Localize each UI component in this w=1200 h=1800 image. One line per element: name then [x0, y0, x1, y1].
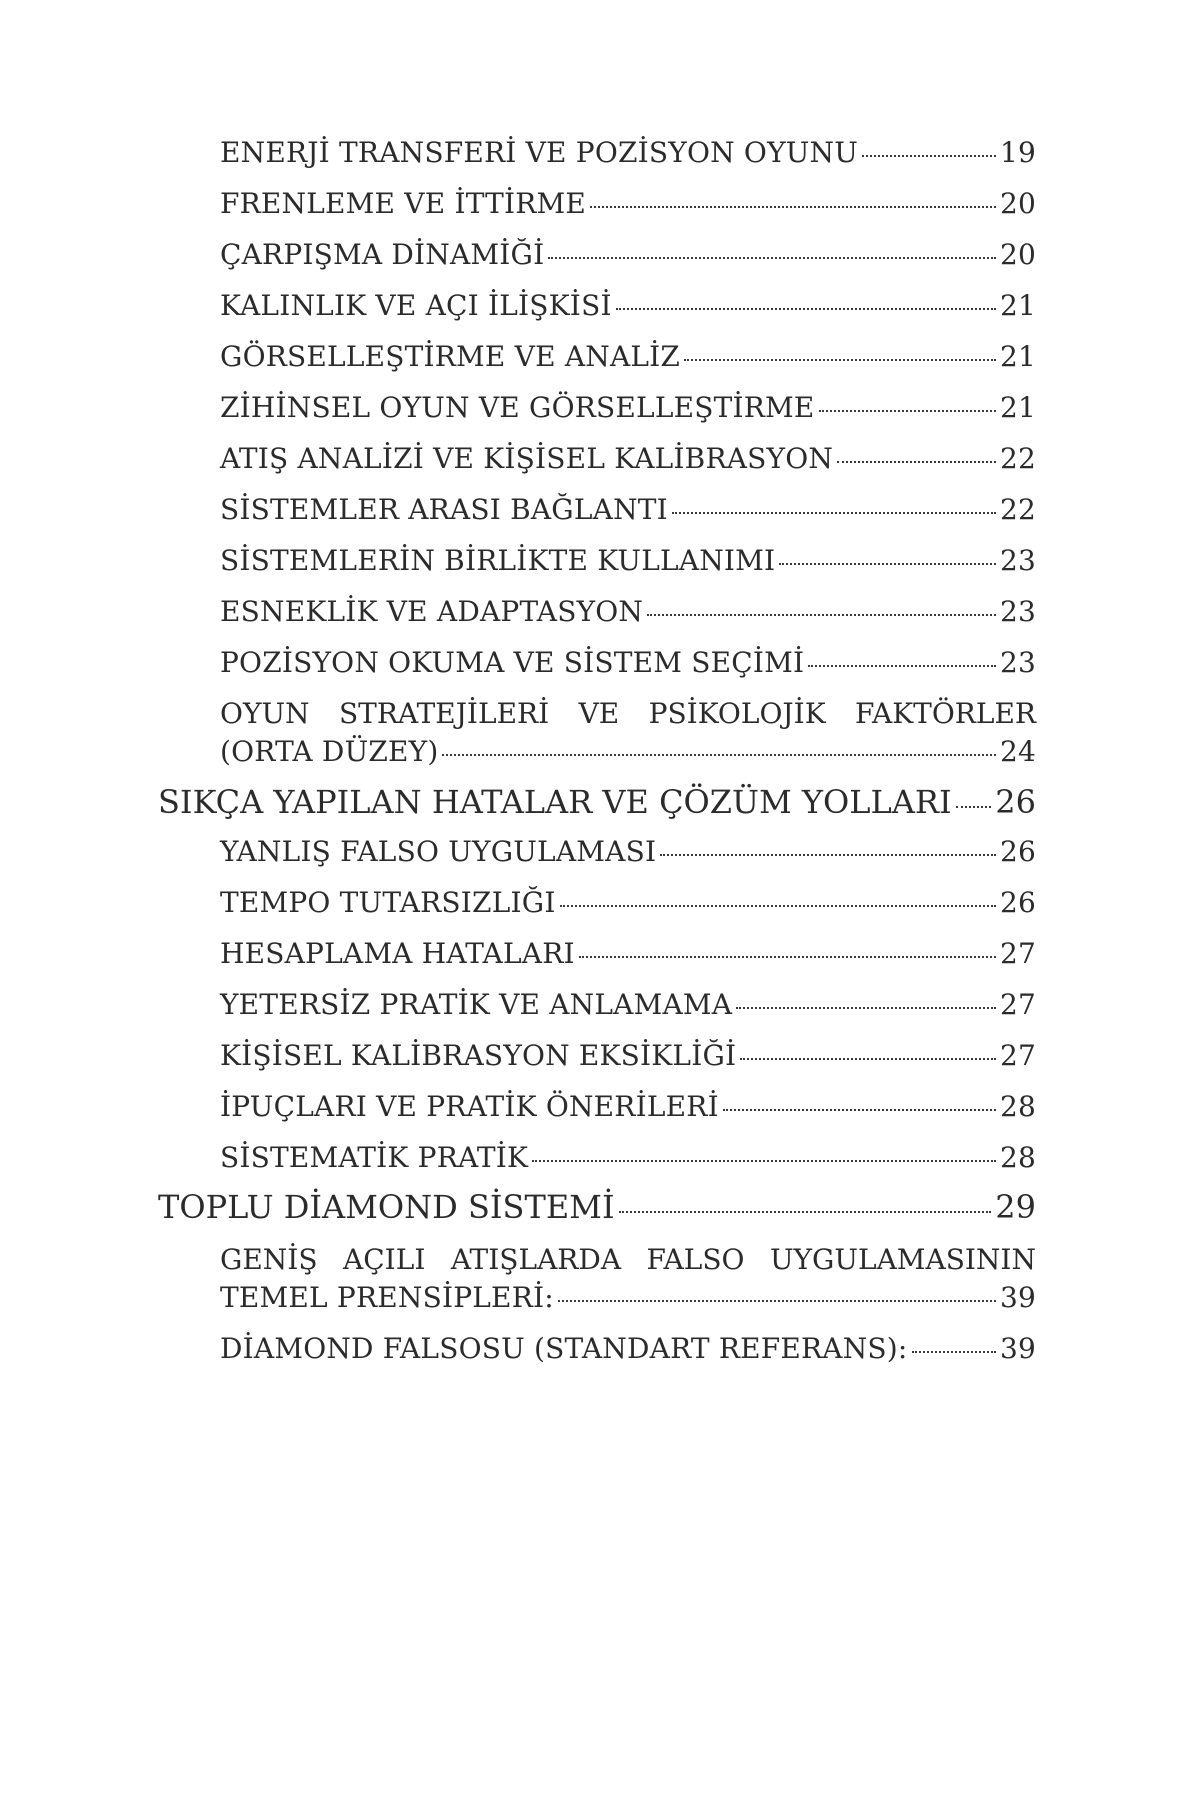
toc-entry-title: SİSTEMLERİN BİRLİKTE KULLANIMI [220, 544, 776, 577]
toc-entry[interactable] [220, 1141, 1036, 1174]
toc-entry[interactable] [220, 493, 1036, 526]
toc-entry-page: 39 [999, 1332, 1036, 1365]
toc-entry-title: ENERJİ TRANSFERİ VE POZİSYON OYUNU [220, 136, 859, 169]
dot-leader [862, 155, 996, 157]
toc-entry-page: 20 [999, 187, 1036, 220]
toc-entry[interactable] [220, 595, 1036, 628]
toc-entry-page: 26 [999, 835, 1036, 868]
toc-entry-title: ESNEKLİK VE ADAPTASYON [220, 595, 644, 628]
toc-entry-page: 27 [999, 1039, 1036, 1072]
toc-entry[interactable] [220, 544, 1036, 577]
toc-chapter-title: SIKÇA YAPILAN HATALAR VE ÇÖZÜM YOLLARI [158, 783, 952, 821]
toc-entry[interactable] [220, 340, 1036, 373]
dot-leader [579, 956, 996, 958]
toc-entry-page: 22 [999, 442, 1036, 475]
toc-entry-page: 23 [999, 646, 1036, 679]
toc-entry[interactable] [220, 1281, 1036, 1314]
toc-entry-title: DİAMOND FALSOSU (STANDART REFERANS): [220, 1332, 908, 1365]
toc-entry-page: 23 [999, 595, 1036, 628]
dot-leader [819, 410, 996, 412]
toc-entry[interactable] [220, 1332, 1036, 1365]
toc-chapter[interactable] [158, 1188, 1036, 1226]
toc-entry-title: FRENLEME VE İTTİRME [220, 187, 587, 220]
toc-entry[interactable] [220, 988, 1036, 1021]
dot-leader [647, 614, 996, 616]
dot-leader [548, 257, 996, 259]
toc-entry[interactable] [220, 136, 1036, 169]
toc-entry[interactable] [220, 735, 1036, 768]
toc-entry-page: 20 [999, 238, 1036, 271]
toc-entry[interactable] [220, 1039, 1036, 1072]
dot-leader [684, 359, 996, 361]
dot-leader [558, 1300, 996, 1302]
toc-entry-page: 27 [999, 988, 1036, 1021]
toc-entry[interactable] [220, 835, 1036, 868]
toc-entry[interactable] [220, 187, 1036, 220]
toc-entry[interactable] [220, 886, 1036, 919]
toc-entry[interactable] [220, 391, 1036, 424]
toc-entry-page: 21 [999, 289, 1036, 322]
toc-entry-title: TEMPO TUTARSIZLIĞI [220, 886, 556, 919]
toc-entry-title-line2: (ORTA DÜZEY) [220, 735, 439, 768]
toc-entry[interactable] [220, 1090, 1036, 1123]
dot-leader [956, 806, 992, 808]
toc-entry-page: 21 [999, 391, 1036, 424]
toc-entry-title: YANLIŞ FALSO UYGULAMASI [220, 835, 657, 868]
toc-entry-title: YETERSİZ PRATİK VE ANLAMAMA [220, 988, 733, 1021]
toc-entry-page: 22 [999, 493, 1036, 526]
dot-leader [560, 905, 996, 907]
toc-chapter-title: TOPLU DİAMOND SİSTEMİ [158, 1188, 615, 1226]
dot-leader [616, 308, 996, 310]
toc-entry[interactable] [220, 289, 1036, 322]
dot-leader [808, 665, 996, 667]
toc-entry-page: 24 [999, 735, 1036, 768]
toc-chapter[interactable] [158, 783, 1036, 821]
toc-entry-title: HESAPLAMA HATALARI [220, 937, 575, 970]
toc-entry-page: 23 [999, 544, 1036, 577]
dot-leader [619, 1211, 992, 1213]
toc-entry-page: 21 [999, 340, 1036, 373]
dot-leader [590, 206, 996, 208]
toc-entry-title-line1[interactable]: GENİŞ AÇILI ATIŞLARDA FALSO UYGULAMASININ [220, 1243, 1036, 1276]
dot-leader [442, 754, 995, 756]
toc-entry-title: SİSTEMATİK PRATİK [220, 1141, 529, 1174]
toc-entry-title: İPUÇLARI VE PRATİK ÖNERİLERİ [220, 1090, 719, 1123]
dot-leader [736, 1007, 996, 1009]
toc-entry-title-line2: TEMEL PRENSİPLERİ: [220, 1281, 554, 1314]
dot-leader [723, 1109, 996, 1111]
toc-entry-title: SİSTEMLER ARASI BAĞLANTI [220, 493, 668, 526]
dot-leader [660, 854, 996, 856]
toc-entry-page: 26 [999, 886, 1036, 919]
toc-entry-title: ATIŞ ANALİZİ VE KİŞİSEL KALİBRASYON [220, 442, 834, 475]
toc-entry-page: 19 [999, 136, 1036, 169]
toc-entry-page: 29 [995, 1188, 1036, 1226]
toc-entry-page: 39 [999, 1281, 1036, 1314]
toc-entry[interactable] [220, 937, 1036, 970]
toc-entry-page: 28 [999, 1090, 1036, 1123]
toc-entry-title: ÇARPIŞMA DİNAMİĞİ [220, 238, 545, 271]
toc-entry-title: ZİHİNSEL OYUN VE GÖRSELLEŞTİRME [220, 391, 815, 424]
dot-leader [837, 461, 996, 463]
toc-entry-title: KALINLIK VE AÇI İLİŞKİSİ [220, 289, 612, 322]
toc-entry-title: KİŞİSEL KALİBRASYON EKSİKLİĞİ [220, 1039, 737, 1072]
dot-leader [779, 563, 996, 565]
dot-leader [672, 512, 996, 514]
toc-entry[interactable] [220, 646, 1036, 679]
toc-entry-page: 27 [999, 937, 1036, 970]
dot-leader [532, 1160, 996, 1162]
toc-entry[interactable] [220, 442, 1036, 475]
toc-entry-page: 28 [999, 1141, 1036, 1174]
dot-leader [912, 1351, 996, 1353]
toc-entry-title: POZİSYON OKUMA VE SİSTEM SEÇİMİ [220, 646, 805, 679]
toc-entry-title-line1[interactable]: OYUN STRATEJİLERİ VE PSİKOLOJİK FAKTÖRLER [220, 697, 1036, 730]
toc-entry[interactable] [220, 238, 1036, 271]
toc-entry-page: 26 [995, 783, 1036, 821]
toc-entry-title: GÖRSELLEŞTİRME VE ANALİZ [220, 340, 681, 373]
dot-leader [740, 1058, 996, 1060]
